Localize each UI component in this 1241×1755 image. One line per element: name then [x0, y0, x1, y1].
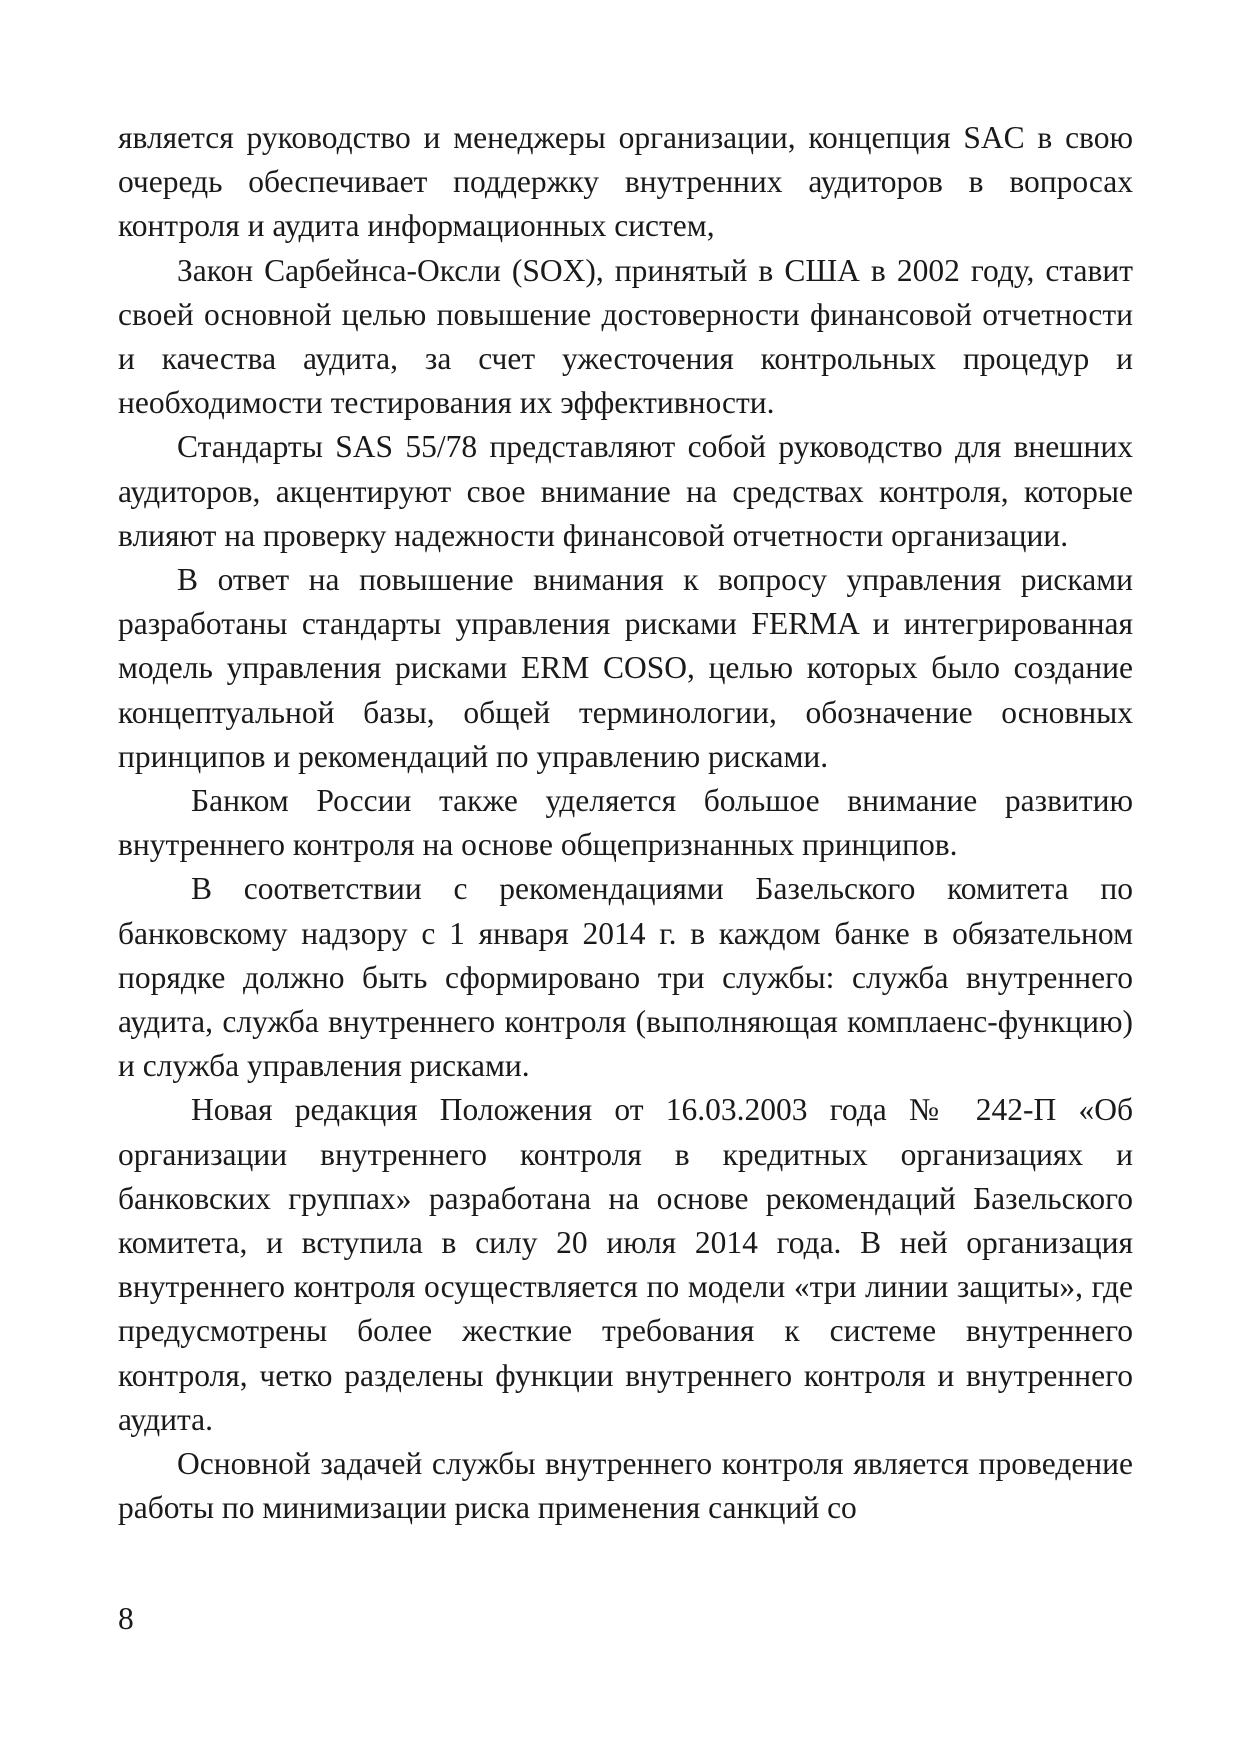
paragraph-2: Закон Сарбейнса-Оксли (SOX), принятый в США в 2002 году, ставит своей основной целью повышение достоверности финансовой отчетности и качества аудита, за счет ужесточения контрольных процедур и необходимости тестирования их эффективности. [118, 252, 1133, 421]
paragraph-6: В соответствии с рекомендациями Базельского комитета по банковскому надзору с 1 января 2014 г. в каждом банке в обязательном порядке должно быть сформировано три службы: служба внутреннего аудита, служба внутреннего контроля (выполняющая комплаенс-функцию) и служба управления рисками. [118, 871, 1133, 1084]
paragraph-3: Стандарты SAS 55/78 представляют собой руководство для внешних аудиторов, акцентируют свое внимание на средствах контроля, которые влияют на проверку надежности финансовой отчетности организации. [118, 429, 1133, 553]
paragraph-4: В ответ на повышение внимания к вопросу управления рисками разработаны стандарты управления рисками FERMA и интегрированная модель управления рисками ERM COSO, целью которых было создание концептуальной базы, общей терминологии, обозначение основных принципов и рекомендаций по управлению рисками. [118, 562, 1133, 774]
paragraph-1: является руководство и менеджеры организации, концепция SAC в свою очередь обеспечивает поддержку внутренних аудиторов в вопросах контроля и аудита информационных систем, [118, 120, 1133, 244]
page-number: 8 [118, 1601, 134, 1636]
paragraph-8: Основной задачей службы внутреннего контроля является проведение работы по минимизации риска применения санкций со [118, 1446, 1133, 1526]
paragraph-5: Банком России также уделяется большое внимание развитию внутреннего контроля на основе общепризнанных принципов. [118, 783, 1133, 863]
paragraph-7: Новая редакция Положения от 16.03.2003 года № 242-П «Об организации внутреннего контроля в кредитных организациях и банковских группах» разработана на основе рекомендаций Базельского комитета, и вступила в силу 20 июля 2014 года. В ней организация внутреннего контроля осуществляется по модели «три линии защиты», где предусмотрены более жесткие требования к системе внутреннего контроля, четко разделены функции внутреннего контроля и внутреннего аудита. [118, 1092, 1133, 1437]
text-body [118, 116, 1133, 1531]
